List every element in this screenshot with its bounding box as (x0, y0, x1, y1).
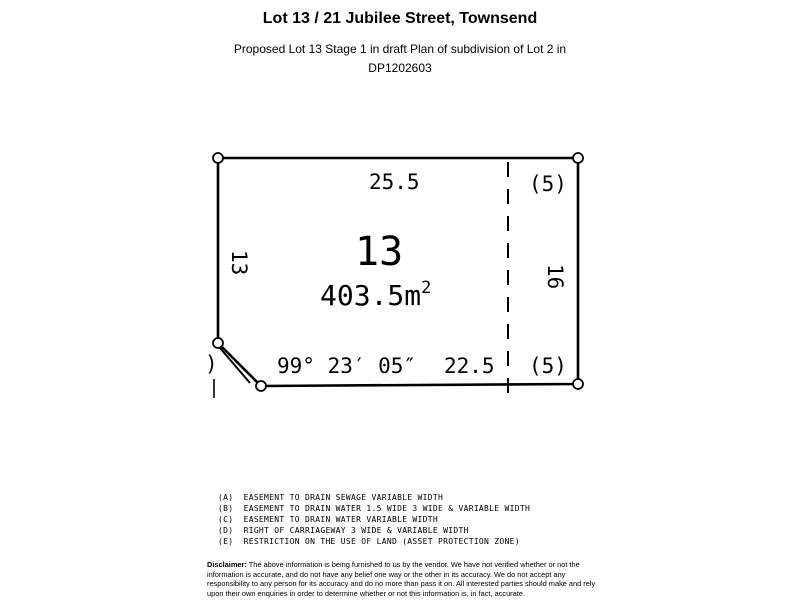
survey-peg (256, 381, 266, 391)
easement-legend (218, 492, 530, 547)
top-easement-label: (5) (529, 172, 567, 196)
legend-item: (A) EASEMENT TO DRAIN SEWAGE VARIABLE WIDTH (218, 493, 444, 502)
bottom-easement-label: (5) (529, 354, 567, 378)
subtitle-line-1: Proposed Lot 13 Stage 1 in draft Plan of subdivision of Lot 2 in (233, 42, 567, 56)
lot-area-unit-power: 2 (421, 278, 432, 298)
survey-peg (573, 379, 583, 389)
bottom-boundary-length: 22.5 (444, 354, 495, 378)
legend-item: (B) EASEMENT TO DRAIN WATER 1.5 WIDE 3 WIDE & VARIABLE WIDTH (218, 504, 531, 513)
lot-area (320, 278, 431, 312)
disclaimer (207, 560, 607, 598)
survey-peg (213, 153, 223, 163)
subtitle-line-2: DP1202603 (368, 61, 432, 75)
corner-inner-line (220, 348, 250, 383)
survey-peg (213, 338, 223, 348)
legend-item: (E) RESTRICTION ON THE USE OF LAND (ASSET PROTECTION ZONE) (218, 537, 520, 546)
lot-number: 13 (355, 229, 404, 275)
survey-peg (573, 153, 583, 163)
adjoining-lot-fragment: ) (205, 352, 218, 376)
lot-area-value: 403.5m (320, 279, 422, 312)
bottom-boundary-bearing: 99° 23′ 05″ (277, 354, 417, 378)
legend-item: (D) RIGHT OF CARRIAGEWAY 3 WIDE & VARIABLE WIDTH (218, 526, 469, 535)
legend-item: (C) EASEMENT TO DRAIN WATER VARIABLE WIDTH (218, 515, 439, 524)
page-title: Lot 13 / 21 Jubilee Street, Townsend (262, 10, 538, 27)
left-boundary-length: 13 (227, 250, 251, 276)
disclaimer-text: The above information is being furnished to us by the vendor. We have not verified whether or not the information is accurate, and do not have any belief one way or the other in its accuracy. We do not accept any responsibility to any person for its accuracy and do no more than pass it on. All interested parties should make and rely upon their own enquiries in order to determine whether or not this information is, in fact, accurate. (207, 560, 596, 598)
right-boundary-length: 16 (543, 264, 567, 290)
top-boundary-length: 25.5 (369, 170, 420, 194)
disclaimer-label: Disclaimer: (207, 560, 247, 569)
